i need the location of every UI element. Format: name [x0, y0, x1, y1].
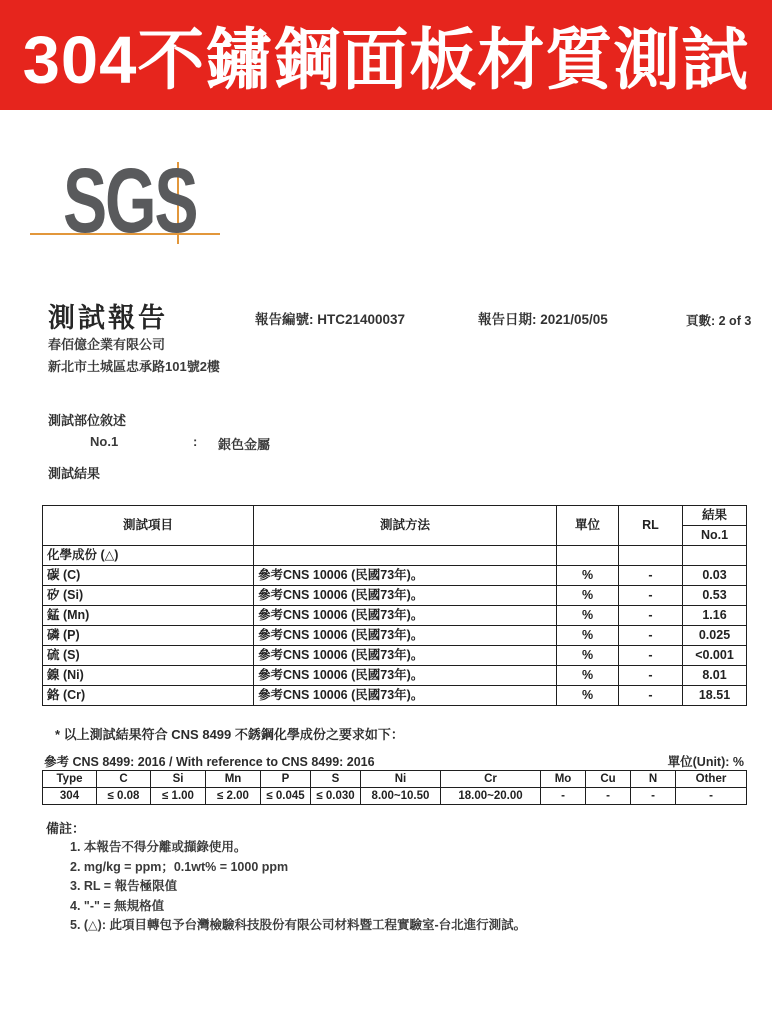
ref-header-cell: Ni [361, 771, 441, 788]
remark-item: 2. mg/kg = ppm；0.1wt% = 1000 ppm [70, 859, 289, 874]
cell-item: 鎳 (Ni) [43, 666, 254, 686]
header-unit: 單位 [557, 506, 619, 546]
remark-item: 1. 本報告不得分離或擷錄使用。 [70, 840, 247, 854]
cell-result: <0.001 [683, 646, 747, 666]
ref-value-cell: 8.00~10.50 [361, 788, 441, 805]
page-count: 頁數: 2 of 3 [686, 314, 752, 328]
cell-method: 參考CNS 10006 (民國73年)。 [254, 686, 557, 706]
group-label: 化學成份 (△) [43, 546, 254, 566]
cell-rl: - [619, 686, 683, 706]
cell-unit: % [557, 626, 619, 646]
cell-unit: % [557, 686, 619, 706]
group-empty-method [254, 546, 557, 566]
sample-section-title: 測試部位敘述 [48, 413, 127, 428]
ref-value-cell: 304 [43, 788, 97, 805]
report-date: 報告日期: 2021/05/05 [478, 312, 608, 327]
cell-rl: - [619, 586, 683, 606]
ref-header-cell: P [261, 771, 311, 788]
ref-value-cell: - [586, 788, 631, 805]
cell-unit: % [557, 606, 619, 626]
unit-caption: 單位(Unit): % [667, 755, 744, 769]
sample-number: No.1 [90, 434, 119, 449]
remarks-list [70, 838, 730, 936]
reference-value-row [43, 788, 747, 805]
results-section-title: 測試結果 [48, 466, 101, 481]
result-row [43, 646, 747, 666]
ref-header-cell: Cr [441, 771, 541, 788]
conformity-note: * 以上測試結果符合 CNS 8499 不銹鋼化學成份之要求如下： [55, 727, 404, 742]
cell-method: 參考CNS 10006 (民國73年)。 [254, 646, 557, 666]
cell-method: 參考CNS 10006 (民國73年)。 [254, 666, 557, 686]
group-empty-unit [557, 546, 619, 566]
result-row [43, 626, 747, 646]
sample-separator: : [193, 434, 198, 449]
title-banner [0, 0, 772, 110]
ref-header-cell: C [97, 771, 151, 788]
remark-item: 5. (△): 此項目轉包予台灣檢驗科技股份有限公司材料暨工程實驗室-台北進行測試。 [70, 918, 527, 932]
cell-result: 1.16 [683, 606, 747, 626]
cell-method: 參考CNS 10006 (民國73年)。 [254, 626, 557, 646]
cell-method: 參考CNS 10006 (民國73年)。 [254, 566, 557, 586]
company-name: 春佰億企業有限公司 [48, 337, 166, 352]
header-test-method: 測試方法 [254, 506, 557, 546]
cell-rl: - [619, 606, 683, 626]
sgs-logo [30, 150, 270, 260]
cell-unit: % [557, 586, 619, 606]
ref-value-cell: ≤ 0.08 [97, 788, 151, 805]
cell-rl: - [619, 566, 683, 586]
ref-value-cell: ≤ 1.00 [151, 788, 206, 805]
remark-item: 3. RL = 報告極限值 [70, 879, 178, 893]
reference-caption: 參考 CNS 8499: 2016 / With reference to CNS 8499: 2016 [44, 755, 375, 769]
result-row [43, 586, 747, 606]
cell-item: 鉻 (Cr) [43, 686, 254, 706]
header-rl: RL [619, 506, 683, 546]
group-row [43, 546, 747, 566]
ref-value-cell: ≤ 0.045 [261, 788, 311, 805]
ref-header-cell: Type [43, 771, 97, 788]
remark-item: 4. "-" = 無規格值 [70, 898, 165, 913]
result-row [43, 666, 747, 686]
result-row [43, 606, 747, 626]
result-row [43, 566, 747, 586]
group-empty-result [683, 546, 747, 566]
reference-header-row [43, 771, 747, 788]
cell-result: 0.53 [683, 586, 747, 606]
header-result-no1: No.1 [683, 526, 747, 546]
sample-description: 銀色金屬 [218, 437, 271, 452]
result-row [43, 686, 747, 706]
cell-rl: - [619, 666, 683, 686]
ref-value-cell: - [631, 788, 676, 805]
cell-result: 8.01 [683, 666, 747, 686]
cell-item: 矽 (Si) [43, 586, 254, 606]
cell-method: 參考CNS 10006 (民國73年)。 [254, 606, 557, 626]
cell-unit: % [557, 666, 619, 686]
ref-header-cell: Si [151, 771, 206, 788]
banner-title: 304不鏽鋼面板材質測試 [22, 23, 750, 98]
cell-result: 0.03 [683, 566, 747, 586]
results-table-body [43, 546, 747, 706]
cell-result: 0.025 [683, 626, 747, 646]
cell-item: 硫 (S) [43, 646, 254, 666]
cell-result: 18.51 [683, 686, 747, 706]
cell-unit: % [557, 566, 619, 586]
ref-header-cell: Other [676, 771, 747, 788]
results-header-row [43, 506, 747, 526]
cell-rl: - [619, 626, 683, 646]
ref-header-cell: S [311, 771, 361, 788]
header-result: 結果 [683, 506, 747, 526]
ref-value-cell: - [676, 788, 747, 805]
ref-value-cell: ≤ 2.00 [206, 788, 261, 805]
report-number: 報告編號: HTC21400037 [255, 312, 406, 327]
ref-header-cell: Mn [206, 771, 261, 788]
header-test-item: 測試項目 [43, 506, 254, 546]
cell-item: 磷 (P) [43, 626, 254, 646]
cell-item: 錳 (Mn) [43, 606, 254, 626]
cell-item: 碳 (C) [43, 566, 254, 586]
group-empty-rl [619, 546, 683, 566]
remarks-title: 備註： [46, 821, 86, 836]
ref-header-cell: Cu [586, 771, 631, 788]
results-table [42, 505, 747, 706]
ref-value-cell: 18.00~20.00 [441, 788, 541, 805]
sgs-logo-text: SGS [63, 150, 197, 252]
cell-unit: % [557, 646, 619, 666]
cell-method: 參考CNS 10006 (民國73年)。 [254, 586, 557, 606]
ref-header-cell: Mo [541, 771, 586, 788]
cell-rl: - [619, 646, 683, 666]
ref-value-cell: ≤ 0.030 [311, 788, 361, 805]
reference-table [42, 770, 747, 805]
company-address: 新北市土城區忠承路101號2樓 [48, 359, 220, 374]
ref-value-cell: - [541, 788, 586, 805]
report-title: 測試報告 [48, 303, 168, 333]
ref-header-cell: N [631, 771, 676, 788]
